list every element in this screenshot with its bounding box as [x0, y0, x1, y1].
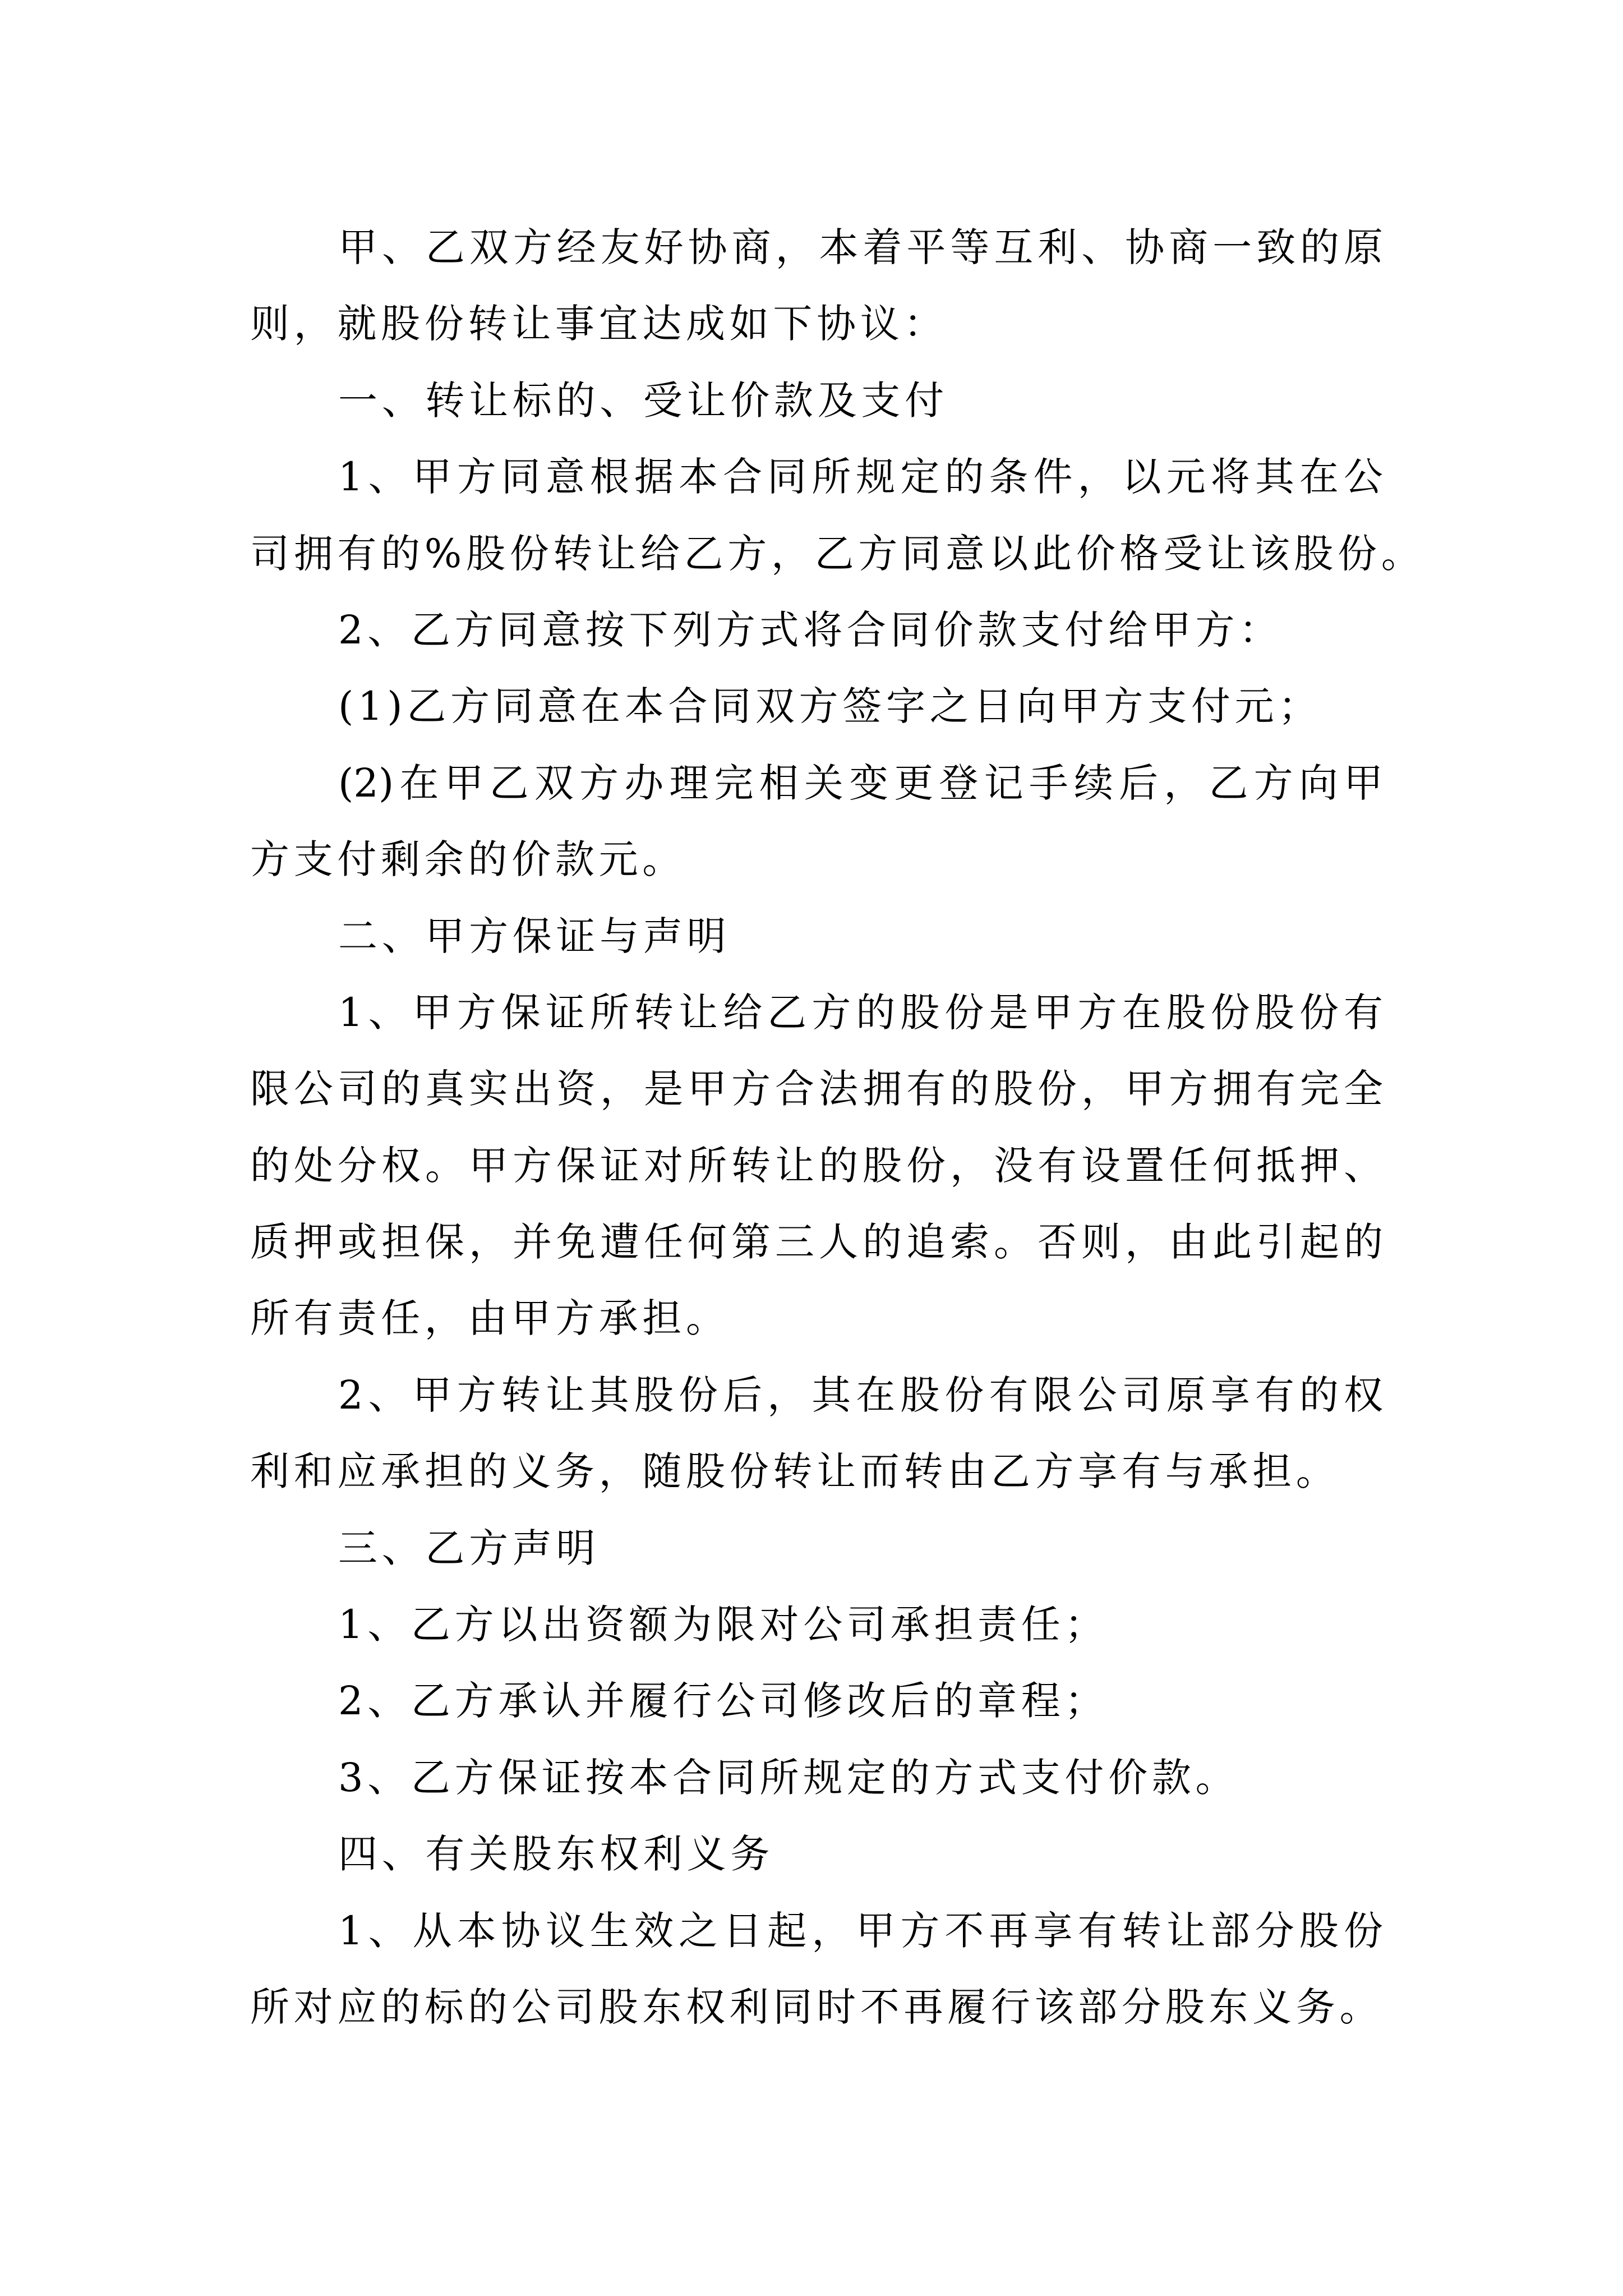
text-line: 甲、乙双方经友好协商，本着平等互利、协商一致的原	[338, 224, 1383, 270]
text-line: 2、乙方同意按下列方式将合同价款支付给甲方：	[338, 606, 1283, 653]
text-line: (2)在甲乙双方办理完相关变更登记手续后，乙方向甲	[338, 760, 1383, 806]
clause	[250, 668, 1383, 744]
text-line: 1、甲方保证所转让给乙方的股份是甲方在股份股份有	[338, 989, 1383, 1036]
clause	[250, 974, 1383, 1357]
text-line: 的处分权。甲方保证对所转让的股份，没有设置任何抵押、	[250, 1142, 1383, 1189]
section-transfer-subject	[250, 362, 1425, 898]
clause	[250, 1893, 1383, 2046]
section-heading: 二、甲方保证与声明	[338, 913, 731, 959]
clause	[250, 745, 1383, 898]
section-party-a-warranty	[250, 898, 1383, 1510]
text-line: (1)乙方同意在本合同双方签字之日向甲方支付元；	[338, 683, 1322, 730]
intro-paragraph	[250, 209, 1383, 362]
text-line: 司拥有的%股份转让给乙方，乙方同意以此价格受让该股份。	[250, 530, 1425, 577]
section-heading: 一、转让标的、受让价款及支付	[338, 377, 948, 424]
text-line: 质押或担保，并免遭任何第三人的追索。否则，由此引起的	[250, 1219, 1383, 1266]
section-party-b-statement	[250, 1510, 1383, 1816]
clause	[250, 1357, 1383, 1510]
clause	[250, 439, 1425, 592]
section-shareholder-rights	[250, 1816, 1383, 2045]
clause	[250, 1663, 1383, 1739]
clause	[250, 1740, 1383, 1816]
text-line: 方支付剩余的价款元。	[250, 836, 686, 883]
text-line: 所对应的标的公司股东权利同时不再履行该部分股东义务。	[250, 1984, 1384, 2030]
document-body	[250, 209, 1425, 2045]
text-line: 利和应承担的义务，随股份转让而转由乙方享有与承担。	[250, 1448, 1340, 1495]
text-line: 则，就股份转让事宜达成如下协议：	[250, 301, 948, 347]
section-heading: 四、有关股东权利义务	[338, 1831, 774, 1878]
text-line: 限公司的真实出资，是甲方合法拥有的股份，甲方拥有完全	[250, 1066, 1383, 1112]
text-line: 1、甲方同意根据本合同所规定的条件，以元将其在公	[338, 454, 1383, 500]
section-heading: 三、乙方声明	[338, 1525, 600, 1571]
text-line: 1、乙方以出资额为限对公司承担责任；	[338, 1602, 1109, 1648]
text-line: 所有责任，由甲方承担。	[250, 1295, 730, 1342]
text-line: 3、乙方保证按本合同所规定的方式支付价款。	[338, 1754, 1239, 1801]
text-line: 2、甲方转让其股份后，其在股份有限公司原享有的权	[338, 1372, 1383, 1418]
text-line: 1、从本协议生效之日起，甲方不再享有转让部分股份	[338, 1907, 1383, 1954]
text-line: 2、乙方承认并履行公司修改后的章程；	[338, 1678, 1109, 1724]
clause	[250, 592, 1383, 668]
clause	[250, 1586, 1383, 1663]
